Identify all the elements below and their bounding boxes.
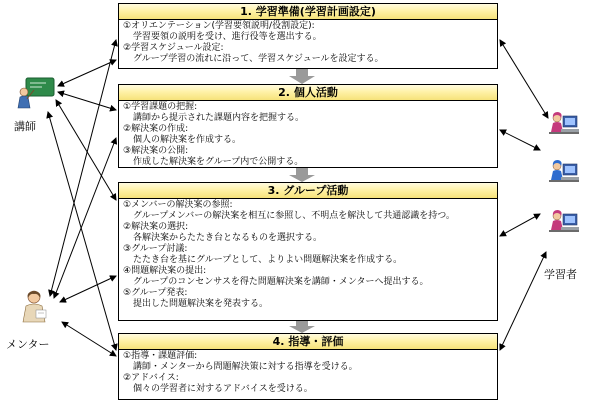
learner-connectors: [500, 40, 548, 350]
learner-at-computer-icon: [549, 210, 579, 232]
connector-learners-stage4: [500, 252, 546, 350]
stage-2-box: [118, 84, 498, 168]
stage-body: [119, 20, 497, 65]
mentor-connectors: [50, 40, 116, 356]
flow-arrow-3-4: [289, 320, 315, 333]
connector-learners-stage1: [500, 40, 548, 118]
connector-mentor-stage3: [60, 276, 116, 302]
stage-title: 1. 学習準備(学習計画設定): [119, 4, 497, 20]
learner-at-computer-icon: [549, 112, 579, 134]
mentor-person-icon: [23, 291, 46, 322]
connector-learners-stage3: [500, 214, 540, 236]
stage-title: 3. グループ活動: [119, 183, 497, 199]
step-description: たたき台を基にグループとして、よりよい問題解決案を作成する。: [133, 255, 403, 265]
step-description: グループ学習の流れに沿って、学習スケジュールを設定する。: [133, 54, 384, 64]
step-title: ②解決案の作成:: [123, 124, 189, 134]
step-title: ②アドバイス:: [123, 373, 179, 383]
step-title: ②学習スケジュール設定:: [123, 43, 224, 53]
step-title: ②解決案の選択:: [123, 222, 189, 232]
step-title: ⑤グループ発表:: [123, 288, 188, 298]
stage-3-box: [118, 182, 498, 321]
stage-body: [119, 199, 497, 310]
stage-title: 2. 個人活動: [119, 85, 497, 101]
step-description: 講師から提示された課題内容を把握する。: [133, 113, 305, 123]
instructor-label: 講師: [14, 120, 36, 133]
step-title: ④問題解決案の提出:: [123, 266, 207, 276]
stage-body: [119, 101, 497, 168]
connector-instructor-stage4: [48, 112, 116, 350]
step-description: グループのコンセンサスを得た問題解決案を講師・メンターへ提出する。: [133, 277, 429, 287]
stage-title: 4. 指導・評価: [119, 334, 497, 350]
stage-1-box: [118, 3, 498, 69]
connector-mentor-stage4: [62, 322, 116, 356]
step-description: 学習要領の説明を受け、進行役等を選出する。: [133, 32, 322, 42]
flow-arrow-2-3: [289, 167, 315, 182]
step-description: 提出した問題解決案を発表する。: [133, 299, 269, 309]
stage-body: [119, 350, 497, 395]
step-description: 個々の学習者に対するアドバイスを受ける。: [133, 384, 313, 394]
mentor-label: メンター: [6, 338, 50, 351]
step-description: 各解決案からたたき台となるものを選択する。: [133, 233, 323, 243]
step-title: ①オリエンテーション(学習要領説明/役割設定):: [123, 21, 315, 31]
connector-instructor-stage2: [58, 92, 116, 110]
learner-at-computer-icon: [549, 160, 579, 182]
flow-arrow-1-2: [289, 68, 315, 84]
step-description: グループメンバーの解決案を相互に参照し、不明点を解決して共通認識を持つ。: [133, 211, 455, 221]
connector-instructor-stage3: [56, 100, 116, 200]
connector-learners-stage2: [500, 130, 540, 150]
step-description: 講師・メンターから問題解決策に対する指導を受ける。: [133, 362, 358, 372]
step-description: 個人の解決案を作成する。: [133, 135, 242, 145]
step-title: ①メンバーの解決案の参照:: [123, 200, 233, 210]
step-title: ③解決案の公開:: [123, 146, 189, 156]
learners-label: 学習者: [544, 268, 577, 281]
stage-4-box: [118, 333, 498, 400]
step-title: ①学習課題の把握:: [123, 102, 198, 112]
instructor-at-board-icon: [18, 78, 54, 108]
step-title: ③グループ討議:: [123, 244, 188, 254]
instructor-connectors: [48, 60, 116, 350]
step-title: ①指導・課題評価:: [123, 351, 198, 361]
connector-mentor-stage1: [50, 40, 116, 296]
step-description: 作成した解決案をグループ内で公開する。: [133, 157, 304, 167]
